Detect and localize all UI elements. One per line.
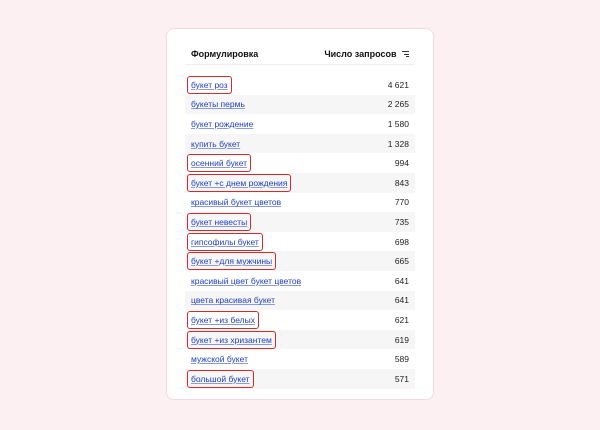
query-count: 735 <box>394 216 409 227</box>
query-count: 621 <box>394 314 409 325</box>
query-count: 1 328 <box>387 138 409 149</box>
query-count: 641 <box>394 295 409 306</box>
table-row <box>185 75 415 95</box>
table-row <box>185 349 415 369</box>
table-row <box>185 291 415 311</box>
query-count: 665 <box>394 256 409 267</box>
phrase-link[interactable]: букет +с днем рождения <box>191 177 288 188</box>
query-count: 843 <box>394 177 409 188</box>
table-row <box>185 251 415 271</box>
query-count: 641 <box>394 275 409 286</box>
phrase-link[interactable]: большой букет <box>191 373 250 384</box>
phrase-link[interactable]: осенний букет <box>191 158 248 169</box>
phrase-link[interactable]: купить букет <box>191 138 241 149</box>
query-count: 994 <box>394 158 409 169</box>
phrase-link[interactable]: букет рождение <box>191 118 254 129</box>
table-body <box>185 75 415 389</box>
phrase-link[interactable]: букеты пермь <box>191 99 245 110</box>
table-row <box>185 134 415 154</box>
query-count: 770 <box>394 197 409 208</box>
query-count: 571 <box>394 373 409 384</box>
table-row <box>185 369 415 389</box>
table-row <box>185 95 415 115</box>
phrase-link[interactable]: букет +для мужчины <box>191 256 273 267</box>
keywords-table <box>185 43 415 389</box>
table-row <box>185 232 415 252</box>
phrase-link[interactable]: букет роз <box>191 79 228 90</box>
query-count: 4 621 <box>387 79 409 90</box>
table-row <box>185 271 415 291</box>
phrase-link[interactable]: цвета красивая букет <box>191 295 275 306</box>
phrase-link[interactable]: красивый цвет букет цветов <box>191 275 302 286</box>
table-header <box>185 43 415 65</box>
query-count: 589 <box>394 354 409 365</box>
table-row <box>185 212 415 232</box>
table-row <box>185 310 415 330</box>
sort-icon[interactable] <box>402 51 409 57</box>
phrase-link[interactable]: букет +из белых <box>191 314 255 325</box>
phrase-link[interactable]: гипсофилы букет <box>191 236 259 247</box>
phrase-link[interactable]: букет +из хризантем <box>191 334 272 345</box>
table-row <box>185 114 415 134</box>
header-count[interactable]: Число запросов <box>324 49 409 59</box>
phrase-link[interactable]: мужской букет <box>191 354 248 365</box>
table-row <box>185 153 415 173</box>
header-phrase: Формулировка <box>191 48 259 59</box>
query-count: 619 <box>394 334 409 345</box>
table-row <box>185 173 415 193</box>
keywords-card <box>166 28 434 400</box>
phrase-link[interactable]: красивый букет цветов <box>191 197 282 208</box>
table-row <box>185 193 415 213</box>
query-count: 2 265 <box>387 99 409 110</box>
table-row <box>185 330 415 350</box>
query-count: 1 580 <box>387 118 409 129</box>
phrase-link[interactable]: букет невесты <box>191 216 248 227</box>
query-count: 698 <box>394 236 409 247</box>
